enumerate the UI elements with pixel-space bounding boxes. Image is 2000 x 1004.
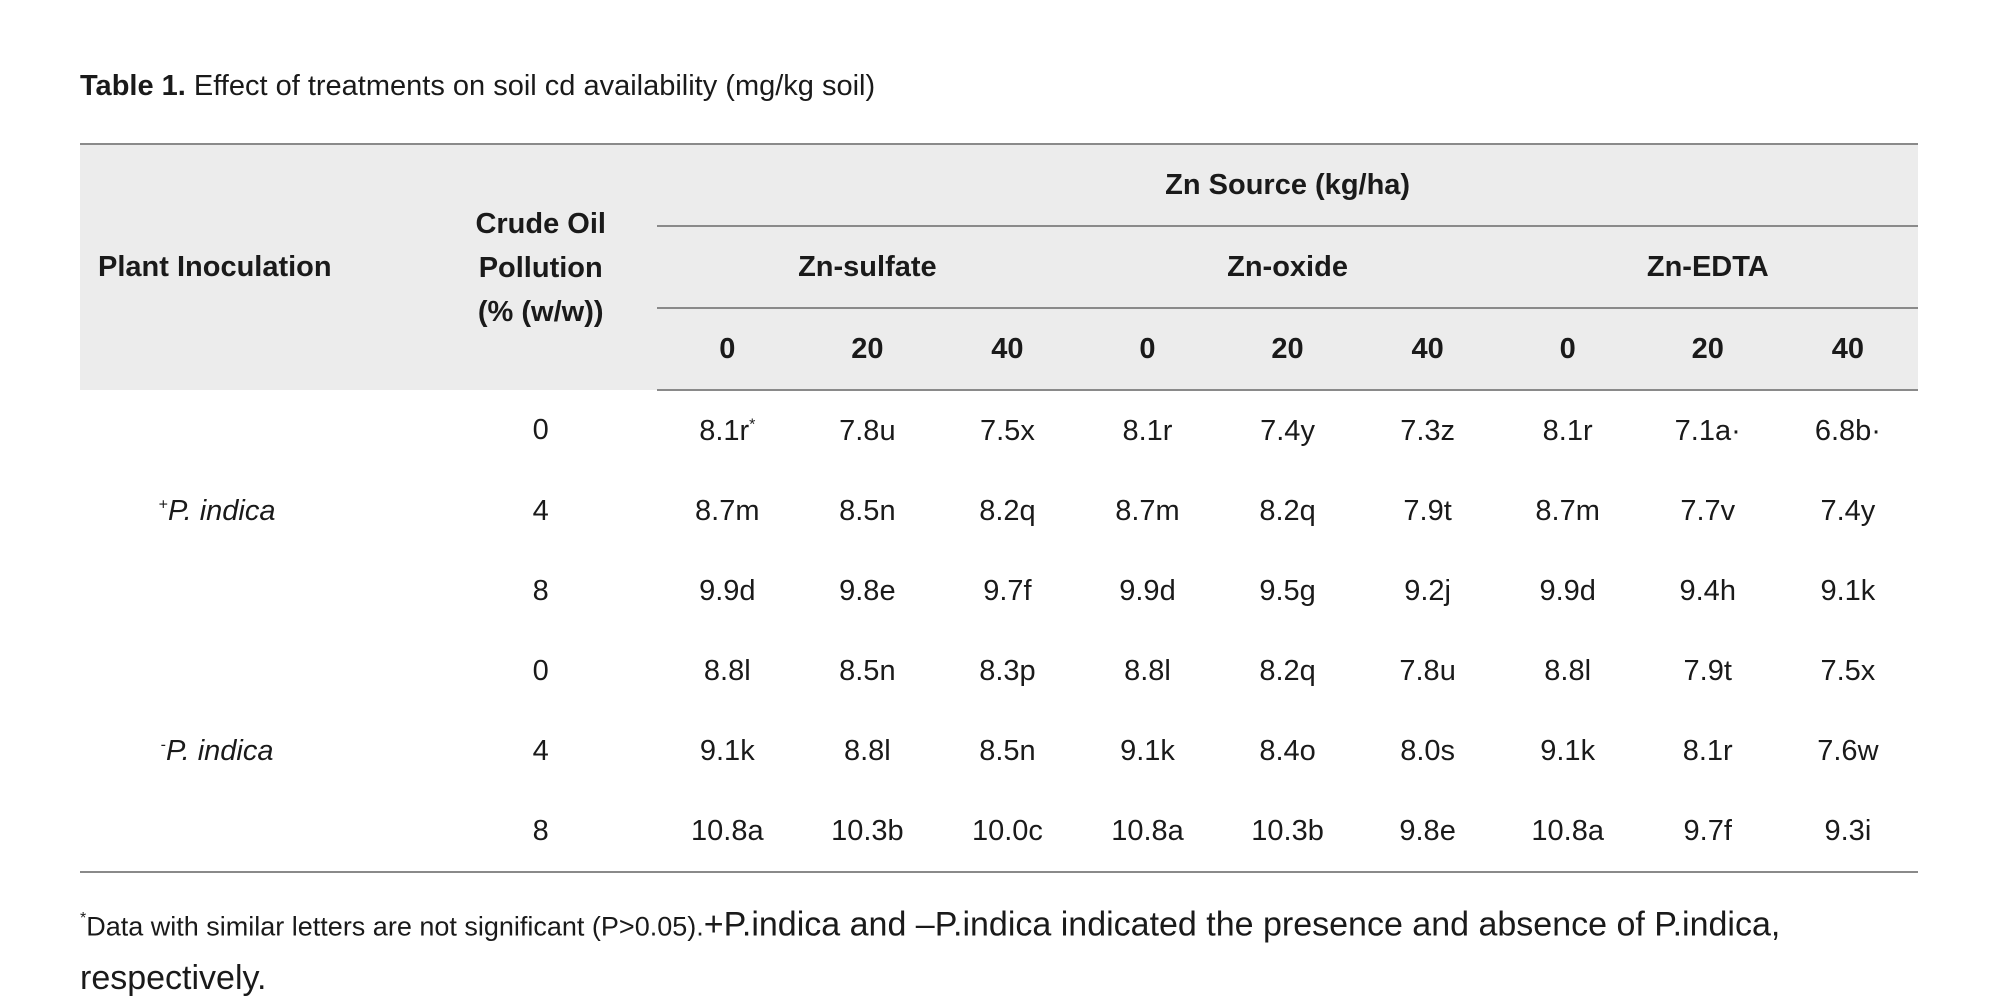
value-cell: 7.4y [1820, 494, 1876, 527]
footnote-large-text: +P.indica and –P.indica indicated the presence and absence of P.indica, respectively. [80, 905, 1781, 998]
header-zn-source: Zn Source (kg/ha) [657, 144, 1918, 226]
header-group-zn-edta: Zn-EDTA [1498, 226, 1918, 308]
plant-name: P. indica [165, 734, 274, 767]
value-cell: 8.8l [703, 654, 751, 687]
results-table-container [80, 143, 1918, 873]
value-cell: 7.1a· [1674, 414, 1741, 447]
value-cell: 8.2q [979, 494, 1036, 527]
value-cell: 7.4y [1260, 414, 1315, 447]
header-rate: 20 [1218, 308, 1358, 390]
value-cell: 7.8u [839, 414, 896, 447]
header-rate: 40 [1778, 308, 1918, 390]
value-cell: 9.9d [1539, 574, 1596, 607]
table-header [80, 144, 1918, 390]
header-group-zn-oxide: Zn-oxide [1077, 226, 1497, 308]
value-cell: 9.1k [1820, 574, 1876, 607]
value-cell: 9.9d [1119, 574, 1176, 607]
value-cell: 9.1k [1540, 734, 1596, 767]
value-cell: 6.8b· [1814, 414, 1881, 447]
plant-cell-empty [80, 390, 424, 471]
header-rate: 0 [1077, 308, 1217, 390]
plant-cell-empty [80, 551, 424, 631]
value-cell: 9.8e [839, 574, 896, 607]
header-crude-oil-line3: (% (w/w)) [477, 295, 604, 328]
plant-cell [80, 711, 424, 791]
value-cell: 7.9t [1683, 654, 1732, 687]
header-rate: 20 [1638, 308, 1778, 390]
value-text: 8.1r [699, 414, 750, 447]
value-cell: 9.2j [1404, 574, 1451, 607]
value-cell: 9.5g [1259, 574, 1316, 607]
plant-cell-empty [80, 791, 424, 872]
table-row [80, 390, 1918, 471]
value-cell: 9.8e [1358, 791, 1498, 872]
value-cell: 8.7m [1535, 494, 1600, 527]
value-cell: 8.5n [839, 494, 896, 527]
value-cell: 10.3b [1218, 791, 1358, 872]
value-cell: 7.9t [1403, 494, 1452, 527]
value-cell: 9.7f [1638, 791, 1778, 872]
table-row [80, 791, 1918, 872]
header-rate: 20 [797, 308, 937, 390]
table-row [80, 551, 1918, 631]
value-cell: 7.5x [980, 414, 1035, 447]
header-crude-oil-line1: Crude Oil [475, 207, 606, 240]
header-rate: 40 [1358, 308, 1498, 390]
value-cell: 8.5n [839, 654, 896, 687]
caption-text: Effect of treatments on soil cd availability (mg/kg soil) [185, 70, 876, 102]
value-cell: 8.8l [1124, 654, 1171, 687]
oil-cell: 0 [532, 414, 549, 446]
value-cell: 8.7m [1115, 494, 1180, 527]
value-cell: 7.5x [1820, 654, 1876, 687]
plant-prefix: + [158, 495, 168, 513]
value-cell [657, 390, 797, 471]
table-footnote [80, 893, 1940, 1004]
plant-prefix: - [160, 735, 166, 753]
value-cell: 9.7f [983, 574, 1032, 607]
table-body [80, 390, 1918, 872]
value-cell: 9.9d [699, 574, 756, 607]
oil-cell: 4 [532, 734, 549, 767]
value-cell: 8.1r [1542, 414, 1593, 447]
caption-label: Table 1. [80, 70, 186, 102]
value-cell: 8.2q [1259, 494, 1316, 527]
value-cell: 8.1r [1682, 734, 1733, 767]
header-rate: 0 [1498, 308, 1638, 390]
value-cell: 8.7m [695, 494, 760, 527]
value-cell: 8.2q [1259, 654, 1316, 687]
oil-cell: 8 [532, 574, 549, 607]
oil-cell: 4 [532, 494, 549, 527]
value-cell: 10.8a [1077, 791, 1217, 872]
value-cell: 8.8l [1544, 654, 1592, 687]
value-cell: 9.1k [699, 734, 755, 767]
header-crude-oil-line2: Pollution [478, 251, 603, 284]
table-row [80, 631, 1918, 711]
header-group-zn-sulfate: Zn-sulfate [657, 226, 1077, 308]
table-row [80, 471, 1918, 551]
footnote-marker: * [80, 910, 87, 927]
value-cell: 8.8l [843, 734, 891, 767]
results-table [80, 143, 1918, 873]
plant-cell-empty [80, 631, 424, 711]
significance-marker: * [749, 415, 756, 433]
table-row [80, 711, 1918, 791]
value-cell: 7.7v [1680, 494, 1736, 527]
value-cell: 8.1r [1122, 414, 1173, 447]
value-cell: 10.0c [937, 791, 1077, 872]
header-rate: 40 [937, 308, 1077, 390]
header-rate: 0 [657, 308, 797, 390]
value-cell: 8.3p [979, 654, 1036, 687]
value-cell: 10.8a [657, 791, 797, 872]
value-cell: 7.3z [1400, 414, 1456, 447]
value-cell: 7.8u [1399, 654, 1456, 687]
value-cell: 8.0s [1400, 734, 1456, 767]
header-plant-inoculation: Plant Inoculation [80, 144, 424, 390]
value-cell: 9.4h [1679, 574, 1736, 607]
oil-cell: 8 [424, 791, 657, 872]
oil-cell: 0 [532, 654, 549, 687]
header-crude-oil [424, 144, 657, 390]
value-cell: 10.3b [797, 791, 937, 872]
value-cell: 8.4o [1259, 734, 1316, 767]
value-cell: 7.6w [1817, 734, 1879, 767]
table-caption [80, 70, 875, 103]
plant-cell [80, 471, 424, 551]
value-cell: 10.8a [1498, 791, 1638, 872]
plant-name: P. indica [168, 494, 276, 527]
value-cell: 8.5n [979, 734, 1036, 767]
footnote-small-text: Data with similar letters are not significant (P>0.05). [86, 911, 704, 942]
value-cell: 9.3i [1778, 791, 1918, 872]
value-cell: 9.1k [1120, 734, 1175, 767]
